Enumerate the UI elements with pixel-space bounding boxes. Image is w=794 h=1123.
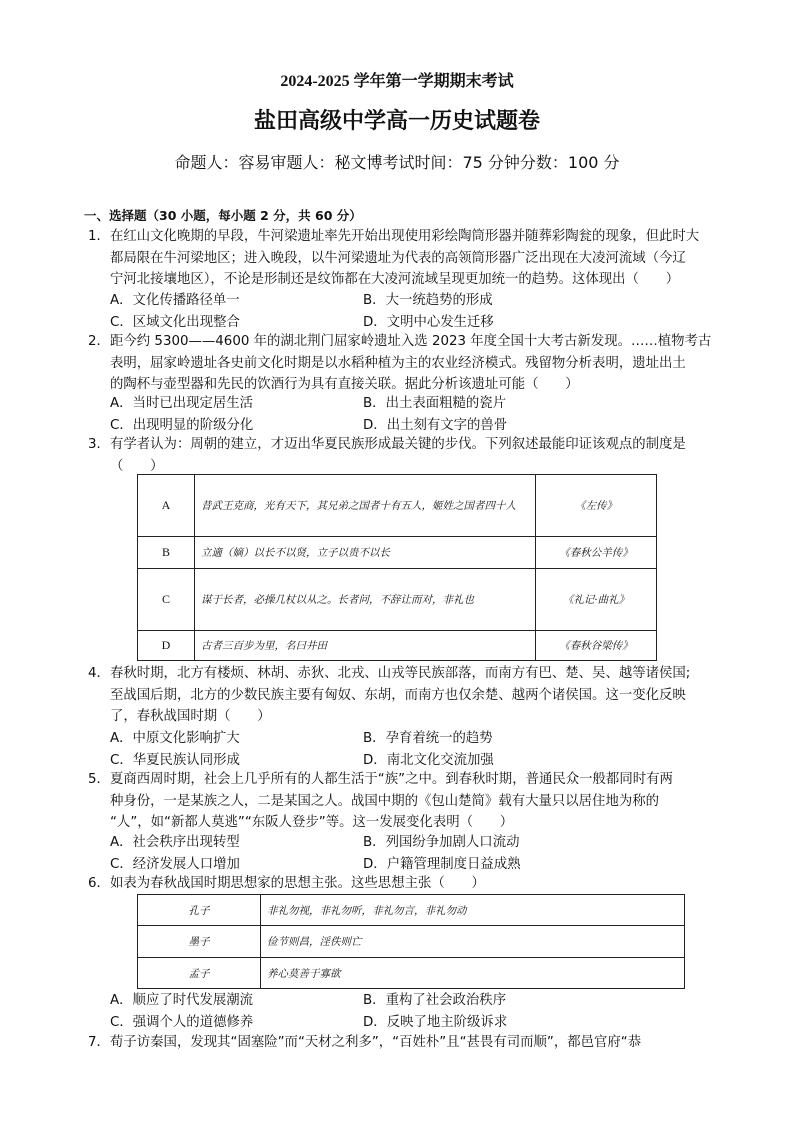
question-3 [88, 434, 715, 477]
question-1 [88, 226, 715, 291]
question-line: 夏商西周时期，社会上几乎所有的人都生活于“族”之中。到春秋时期，普通民众一般都同时有两 [110, 772, 673, 787]
table-row [138, 537, 657, 569]
exam-title: 盐田高级中学高一历史试题卷 [253, 109, 540, 134]
option-d[interactable]: D．户籍管理制度日益成熟 [363, 856, 521, 872]
row-text: 立適（嫡）以长不以贤，立子以贵不以长 [195, 537, 536, 569]
question-3-table [137, 474, 657, 661]
option-c[interactable]: C．强调个人的道德修养 [110, 1014, 254, 1030]
exam-meta: 命题人：容易审题人：秘文博考试时间：75 分钟分数：100 分 [174, 153, 620, 172]
question-line: 都局限在牛河梁地区；进入晚段，以牛河梁遗址为代表的高领筒形器广泛出现在大凌河流域（今辽 [110, 250, 686, 266]
question-number: 6． [88, 876, 110, 891]
question-line: 了，春秋战国时期（ ） [110, 709, 271, 724]
question-5 [88, 769, 715, 834]
option-a[interactable]: A．顺应了时代发展潮流 [110, 993, 254, 1008]
question-line: 荀子访秦国，发现其“固塞险”而“天材之利多”，“百姓朴”且“甚畏有司而顺”，都邑官府“恭 [110, 1035, 642, 1050]
question-number: 4． [88, 666, 110, 681]
question-number: 5． [88, 772, 110, 787]
option-a[interactable]: A．社会秩序出现转型 [110, 835, 240, 850]
option-c[interactable]: C．出现明显的阶级分化 [110, 417, 254, 433]
row-label: A [138, 475, 195, 537]
question-line: 种身份，一是某族之人，二是某国之人。战国中期的《包山楚简》载有大量只以居住地为称的 [110, 793, 660, 809]
question-number: 7． [88, 1035, 110, 1050]
table-row [138, 895, 685, 926]
option-b[interactable]: B．大一统趋势的形成 [363, 293, 493, 308]
question-number: 2． [88, 334, 110, 349]
question-line: 的陶杯与壶型器和先民的饮酒行为具有直接关联。据此分析该遗址可能（ ） [110, 377, 579, 392]
question-line: 距今约 5300——4600 年的湖北荆门屈家岭遗址入选 2023 年度全国十大考古新发现。……植物考古 [110, 334, 712, 349]
option-b[interactable]: B．出土表面粗糙的瓷片 [363, 396, 507, 411]
thinker-idea: 俭节则昌，淫佚则亡 [261, 926, 685, 958]
row-text: 古者三百步为里，名曰井田 [195, 631, 536, 661]
question-6 [88, 873, 715, 895]
table-row [138, 475, 657, 537]
row-source: 《左传》 [536, 475, 657, 537]
question-7 [88, 1032, 715, 1054]
question-line: （ ） [110, 458, 164, 474]
row-label: C [138, 569, 195, 631]
question-line: “人”，如“新都人莫逃”“东阪人登步”等。这一发展变化表明（ ） [110, 815, 514, 830]
question-number: 3． [88, 437, 110, 452]
question-number: 1． [88, 229, 110, 244]
option-b[interactable]: B．孕育着统一的趋势 [363, 731, 493, 746]
option-d[interactable]: D．反映了地主阶级诉求 [363, 1014, 508, 1030]
row-label: D [138, 631, 195, 661]
row-text: 谋于长者，必操几杖以从之。长者问，不辞让而对，非礼也 [195, 569, 536, 631]
question-line: 有学者认为：周朝的建立，才迈出华夏民族形成最关键的步伐。下列叙述最能印证该观点的制度是 [110, 437, 686, 452]
table-row [138, 631, 657, 661]
option-a[interactable]: A．中原文化影响扩大 [110, 731, 240, 746]
question-line: 在红山文化晚期的早段，牛河梁遗址率先开始出现使用彩绘陶筒形器并随葬彩陶瓮的现象，但此时大 [110, 229, 700, 244]
question-line: 如表为春秋战国时期思想家的思想主张。这些思想主张（ ） [110, 876, 485, 891]
question-line: 至战国后期，北方的少数民族主要有匈奴、东胡，而南方也仅余楚、越两个诸侯国。这一变化反映 [110, 687, 686, 703]
row-source: 《礼记·曲礼》 [536, 569, 657, 631]
exam-term: 2024-2025 学年第一学期期末考试 [280, 73, 514, 90]
option-d[interactable]: D．出土刻有文字的兽骨 [363, 417, 508, 433]
thinker-idea: 养心莫善于寡欲 [261, 958, 685, 989]
question-6-table [137, 894, 685, 989]
table-row [138, 958, 685, 989]
option-d[interactable]: D．南北文化交流加强 [363, 752, 494, 768]
option-a[interactable]: A．当时已出现定居生活 [110, 396, 254, 411]
question-line: 宁河北接壤地区），不论是形制还是纹饰都在大凌河流域呈现更加统一的趋势。这体现出（ ） [110, 272, 680, 287]
row-text: 昔武王克商，光有天下，其兄弟之国者十有五人，姬姓之国者四十人 [195, 475, 536, 537]
table-row [138, 926, 685, 958]
row-label: B [138, 537, 195, 569]
question-4 [88, 663, 715, 728]
option-c[interactable]: C．经济发展人口增加 [110, 856, 240, 872]
row-source: 《春秋谷梁传》 [536, 631, 657, 661]
option-b[interactable]: B．重构了社会政治秩序 [363, 993, 507, 1008]
option-d[interactable]: D．文明中心发生迁移 [363, 314, 494, 330]
section-title: 一、选择题（30 小题，每小题 2 分，共 60 分） [84, 208, 362, 223]
question-line: 春秋时期，北方有楼烦、林胡、赤狄、北戎、山戎等民族部落，而南方有巴、楚、吴、越等诸侯国; [110, 666, 691, 681]
option-a[interactable]: A．文化传播路径单一 [110, 293, 240, 308]
thinker-name: 孟子 [138, 958, 261, 989]
thinker-name: 孔子 [138, 895, 261, 926]
table-row [138, 569, 657, 631]
thinker-idea: 非礼勿视，非礼勿听，非礼勿言，非礼勿动 [261, 895, 685, 926]
question-2 [88, 331, 715, 396]
option-c[interactable]: C．华夏民族认同形成 [110, 752, 240, 768]
option-b[interactable]: B．列国纷争加剧人口流动 [363, 835, 520, 850]
thinker-name: 墨子 [138, 926, 261, 958]
row-source: 《春秋公羊传》 [536, 537, 657, 569]
question-line: 表明，屈家岭遗址各史前文化时期是以水稻种植为主的农业经济模式。残留物分析表明，遗址出土 [110, 355, 686, 371]
option-c[interactable]: C．区域文化出现整合 [110, 314, 240, 330]
